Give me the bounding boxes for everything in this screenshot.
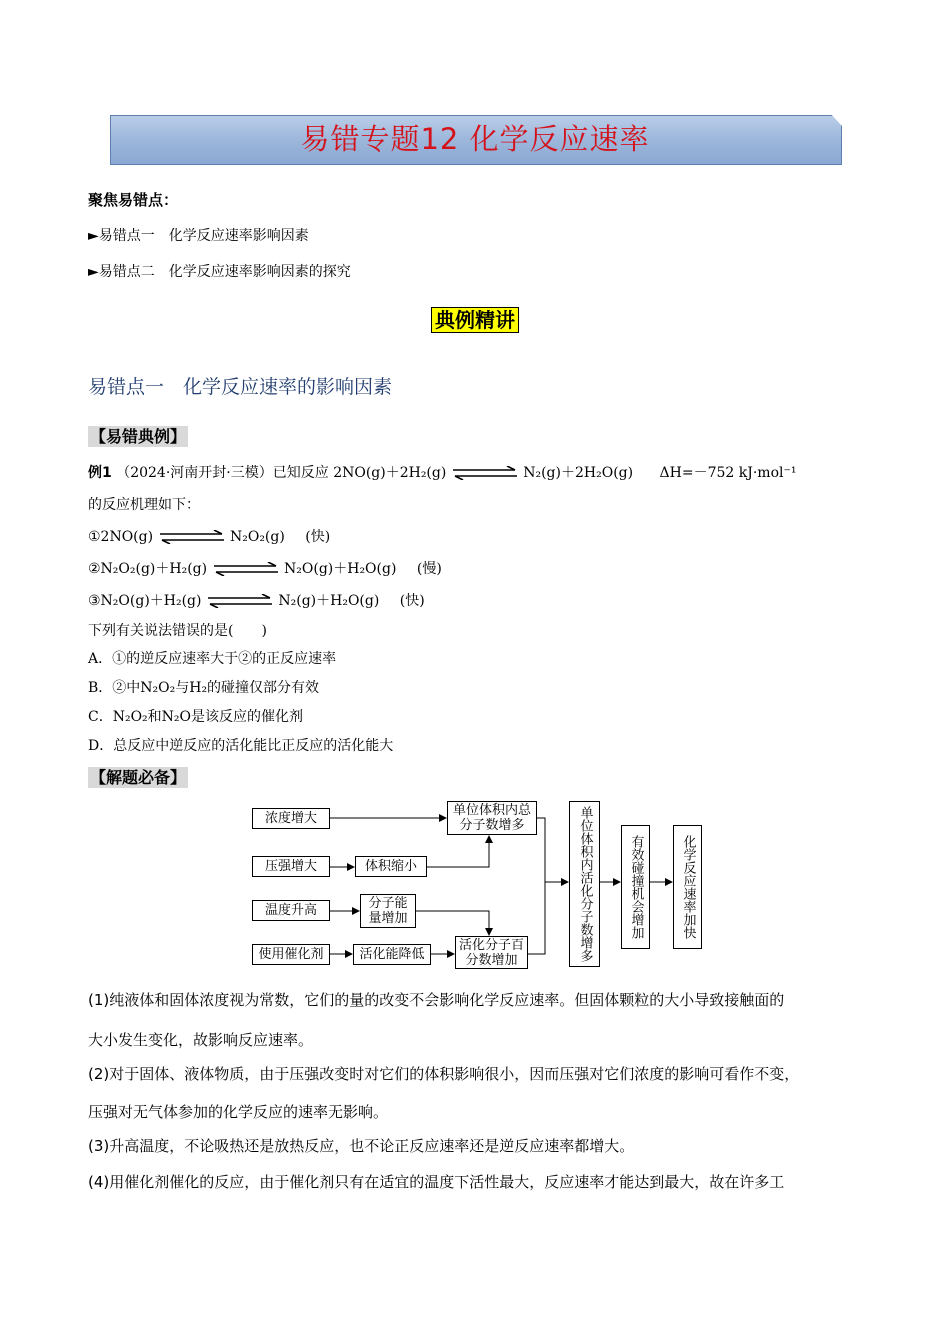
flow-concentration: 浓度增大	[252, 808, 330, 829]
step-2-rate: (慢)	[416, 561, 442, 577]
equation-left: 2NO(g)＋2H₂(g)	[333, 465, 447, 481]
step-3-rate: (快)	[399, 593, 425, 609]
example-tag: 【易错典例】	[90, 427, 187, 446]
note-3: (3)升高温度，不论吸热还是放热反应，也不论正反应速率还是逆反应速率都增大。	[88, 1137, 635, 1155]
note-2b: 压强对无气体参加的化学反应的速率无影响。	[88, 1103, 389, 1121]
essentials-tag-wrap	[88, 765, 188, 788]
flow-activation: 活化能降低	[353, 944, 431, 965]
mechanism-intro: 的反应机理如下：	[88, 497, 200, 513]
step-3-right: N₂(g)＋H₂O(g)	[278, 593, 380, 609]
enthalpy-change: ΔH=－752 kJ·mol⁻¹	[659, 465, 797, 481]
equilibrium-arrow-icon	[158, 530, 226, 544]
flow-unit-active: 单位体积内活化分子数增多	[569, 801, 600, 967]
flow-volume: 体积缩小	[355, 856, 427, 877]
option-a: A．①的逆反应速率大于②的正反应速率	[88, 651, 337, 667]
example-line	[88, 462, 796, 482]
note-1a: (1)纯液体和固体浓度视为常数，它们的量的改变不会影响化学反应速率。但固体颗粒的大小导致接触面的	[88, 991, 785, 1009]
highlight-label: 典例精讲	[431, 307, 519, 333]
mechanism-step-1	[88, 526, 330, 546]
focus-heading: 聚焦易错点：	[88, 191, 179, 209]
step-2-left: ②N₂O₂(g)＋H₂(g)	[88, 561, 208, 577]
mechanism-step-3	[88, 590, 425, 610]
flow-temperature: 温度升高	[252, 900, 330, 921]
equation-right: N₂(g)＋2H₂O(g)	[523, 465, 634, 481]
page-title: 易错专题12 化学反应速率	[300, 122, 650, 156]
option-c: C．N₂O₂和N₂O是该反应的催化剂	[88, 709, 304, 725]
note-4: (4)用催化剂催化的反应，由于催化剂只有在适宜的温度下活性最大，反应速率才能达到最大，故在许多工	[88, 1173, 785, 1191]
essentials-tag: 【解题必备】	[90, 768, 187, 787]
flow-unit-total: 单位体积内总分子数增多	[447, 801, 537, 835]
step-1-left: ①2NO(g)	[88, 529, 154, 545]
step-1-rate: (快)	[305, 529, 331, 545]
example-label: 例1	[88, 465, 112, 481]
question-text: 下列有关说法错误的是( )	[88, 623, 267, 639]
step-3-left: ③N₂O(g)＋H₂(g)	[88, 593, 202, 609]
step-2-right: N₂O(g)＋H₂O(g)	[284, 561, 397, 577]
note-2a: (2)对于固体、液体物质，由于压强改变时对它们的体积影响很小，因而压强对它们浓度的影响可看作不变，	[88, 1065, 800, 1083]
mechanism-step-2	[88, 558, 442, 578]
highlight-container	[0, 304, 950, 333]
flow-pressure: 压强增大	[252, 856, 330, 877]
flow-catalyst: 使用催化剂	[252, 944, 330, 965]
focus-item-1: ►易错点一 化学反应速率影响因素	[88, 228, 309, 244]
equilibrium-arrow-icon	[212, 562, 280, 576]
equilibrium-arrow-icon	[206, 594, 274, 608]
section-title: 易错点一 化学反应速率的影响因素	[88, 376, 393, 398]
focus-item-2: ►易错点二 化学反应速率影响因素的探究	[88, 264, 351, 280]
example-tag-wrap	[88, 424, 188, 447]
option-b: B．②中N₂O₂与H₂的碰撞仅部分有效	[88, 680, 320, 696]
flow-effective: 有效碰撞机会增加	[621, 825, 650, 949]
option-d: D．总反应中逆反应的活化能比正反应的活化能大	[88, 738, 394, 754]
flow-active-percent: 活化分子百分数增加	[455, 936, 528, 969]
flow-rate-up: 化学反应速率加快	[673, 825, 702, 949]
step-1-right: N₂O₂(g)	[229, 529, 285, 545]
flow-energy: 分子能量增加	[360, 894, 416, 928]
equilibrium-arrow-icon	[451, 466, 519, 480]
note-1b: 大小发生变化，故影响反应速率。	[88, 1031, 314, 1049]
example-source: （2024·河南开封·三模）已知反应	[116, 465, 329, 481]
